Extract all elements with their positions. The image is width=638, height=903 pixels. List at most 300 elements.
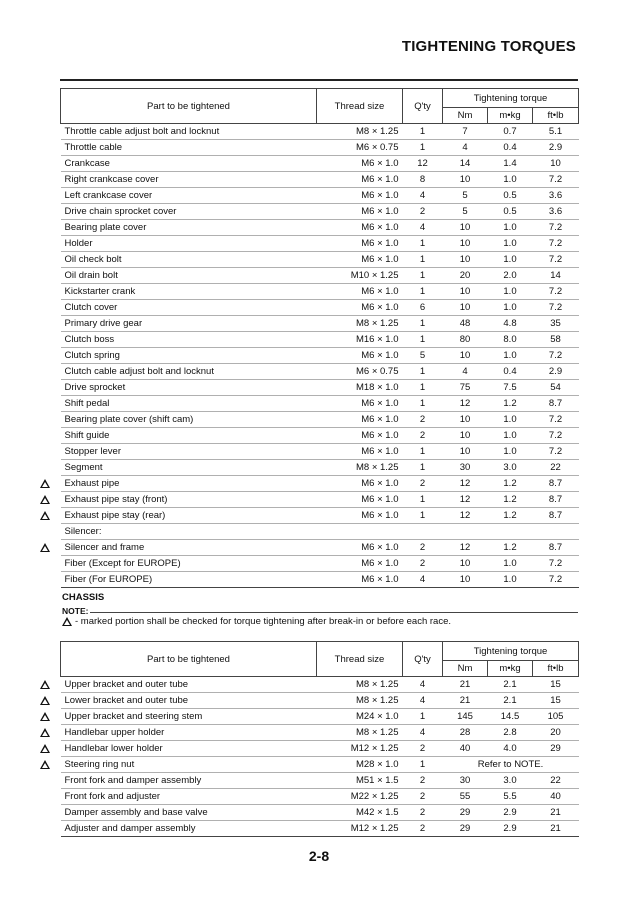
qty-cell: 2: [403, 741, 443, 757]
torque-nm-cell: 30: [443, 460, 488, 476]
part-name-cell: Drive sprocket: [61, 380, 317, 396]
torque-nm-cell: 12: [443, 476, 488, 492]
qty-cell: 2: [403, 476, 443, 492]
torque-mkg-cell: 1.0: [488, 412, 533, 428]
thread-size-cell: M6 × 1.0: [317, 412, 403, 428]
qty-cell: 1: [403, 508, 443, 524]
qty-cell: 1: [403, 396, 443, 412]
torque-mkg-cell: 1.0: [488, 172, 533, 188]
header-nm: Nm: [443, 108, 488, 124]
thread-size-cell: M6 × 0.75: [317, 140, 403, 156]
thread-size-cell: M8 × 1.25: [317, 460, 403, 476]
torque-ftlb-cell: 10: [533, 156, 579, 172]
qty-cell: 4: [403, 572, 443, 588]
table-row: [61, 476, 579, 492]
part-name-cell: Lower bracket and outer tube: [61, 693, 317, 709]
torque-mkg-cell: 1.0: [488, 220, 533, 236]
torque-ftlb-cell: 54: [533, 380, 579, 396]
part-name-cell: Left crankcase cover: [61, 188, 317, 204]
thread-size-cell: M6 × 1.0: [317, 204, 403, 220]
table-row: [61, 757, 579, 773]
page-title: TIGHTENING TORQUES: [401, 38, 576, 55]
thread-size-cell: M6 × 1.0: [317, 428, 403, 444]
thread-size-cell: M8 × 1.25: [317, 316, 403, 332]
torque-mkg-cell: 1.2: [488, 540, 533, 556]
qty-cell: 2: [403, 204, 443, 220]
torque-nm-cell: 145: [443, 709, 488, 725]
torque-nm-cell: 10: [443, 300, 488, 316]
part-name-cell: Right crankcase cover: [61, 172, 317, 188]
torque-nm-cell: 12: [443, 396, 488, 412]
thread-size-cell: M6 × 1.0: [317, 396, 403, 412]
table-row: [61, 709, 579, 725]
part-name-cell: Crankcase: [61, 156, 317, 172]
torque-nm-cell: 10: [443, 284, 488, 300]
header-thread-size: Thread size: [317, 642, 403, 677]
table-row: [61, 556, 579, 572]
torque-nm-cell: 21: [443, 677, 488, 693]
table-row: [61, 508, 579, 524]
note-label: NOTE:: [62, 606, 89, 616]
torque-ftlb-cell: [533, 524, 579, 540]
header-thread-size: Thread size: [317, 89, 403, 124]
torque-mkg-cell: 14.5: [488, 709, 533, 725]
qty-cell: 1: [403, 460, 443, 476]
torque-nm-cell: 48: [443, 316, 488, 332]
torque-ftlb-cell: 8.7: [533, 396, 579, 412]
table-row: [61, 220, 579, 236]
qty-cell: 1: [403, 492, 443, 508]
table-row: [61, 412, 579, 428]
thread-size-cell: M22 × 1.25: [317, 789, 403, 805]
part-name-cell: Throttle cable adjust bolt and locknut: [61, 124, 317, 140]
torque-ftlb-cell: 7.2: [533, 412, 579, 428]
header-mkg: m•kg: [488, 661, 533, 677]
qty-cell: 5: [403, 348, 443, 364]
part-name-cell: Holder: [61, 236, 317, 252]
torque-mkg-cell: 1.2: [488, 396, 533, 412]
part-name-cell: Silencer:: [61, 524, 317, 540]
table-row: [61, 380, 579, 396]
header-ftlb: ft•lb: [533, 661, 579, 677]
part-name-cell: Clutch boss: [61, 332, 317, 348]
torque-ftlb-cell: 3.6: [533, 188, 579, 204]
thread-size-cell: M8 × 1.25: [317, 677, 403, 693]
header-nm: Nm: [443, 661, 488, 677]
part-name-cell: Silencer and frame: [61, 540, 317, 556]
thread-size-cell: M6 × 1.0: [317, 284, 403, 300]
table-row: [61, 188, 579, 204]
header-qty: Q'ty: [403, 89, 443, 124]
warning-triangle-icon: [40, 712, 50, 721]
table-row: [61, 693, 579, 709]
torque-ftlb-cell: 8.7: [533, 508, 579, 524]
part-name-cell: Upper bracket and steering stem: [61, 709, 317, 725]
table-row: [61, 332, 579, 348]
thread-size-cell: M28 × 1.0: [317, 757, 403, 773]
qty-cell: 8: [403, 172, 443, 188]
table-row: [61, 156, 579, 172]
table-row: [61, 460, 579, 476]
torque-mkg-cell: 0.5: [488, 188, 533, 204]
part-name-cell: Primary drive gear: [61, 316, 317, 332]
part-name-cell: Adjuster and damper assembly: [61, 821, 317, 837]
qty-cell: 1: [403, 140, 443, 156]
torque-ftlb-cell: 7.2: [533, 572, 579, 588]
torque-nm-cell: 10: [443, 172, 488, 188]
torque-mkg-cell: 1.2: [488, 476, 533, 492]
torque-nm-cell: 80: [443, 332, 488, 348]
part-name-cell: Steering ring nut: [61, 757, 317, 773]
table-row: [61, 252, 579, 268]
thread-size-cell: M16 × 1.0: [317, 332, 403, 348]
qty-cell: 2: [403, 540, 443, 556]
torque-ftlb-cell: 15: [533, 693, 579, 709]
torque-ftlb-cell: 5.1: [533, 124, 579, 140]
part-name-cell: Segment: [61, 460, 317, 476]
thread-size-cell: M24 × 1.0: [317, 709, 403, 725]
warning-triangle-icon: [40, 511, 50, 520]
torque-nm-cell: 21: [443, 693, 488, 709]
qty-cell: [403, 524, 443, 540]
torque-nm-cell: 10: [443, 236, 488, 252]
torque-ftlb-cell: 7.2: [533, 252, 579, 268]
torque-mkg-cell: 4.8: [488, 316, 533, 332]
engine-torque-table: [60, 88, 579, 588]
torque-ftlb-cell: 7.2: [533, 444, 579, 460]
table-row: [61, 348, 579, 364]
torque-nm-cell: 20: [443, 268, 488, 284]
thread-size-cell: M12 × 1.25: [317, 741, 403, 757]
thread-size-cell: M6 × 1.0: [317, 236, 403, 252]
thread-size-cell: M18 × 1.0: [317, 380, 403, 396]
qty-cell: 4: [403, 693, 443, 709]
thread-size-cell: M6 × 1.0: [317, 556, 403, 572]
torque-ftlb-cell: 7.2: [533, 348, 579, 364]
thread-size-cell: M6 × 1.0: [317, 540, 403, 556]
table-row: [61, 124, 579, 140]
thread-size-cell: M6 × 1.0: [317, 172, 403, 188]
torque-nm-cell: 10: [443, 428, 488, 444]
part-name-cell: Fiber (For EUROPE): [61, 572, 317, 588]
torque-nm-cell: 4: [443, 364, 488, 380]
torque-nm-cell: 14: [443, 156, 488, 172]
thread-size-cell: M6 × 1.0: [317, 476, 403, 492]
thread-size-cell: M51 × 1.5: [317, 773, 403, 789]
torque-ftlb-cell: 7.2: [533, 172, 579, 188]
note-text: - marked portion shall be checked for torque tightening after break-in or before each race.: [75, 616, 451, 627]
part-name-cell: Exhaust pipe: [61, 476, 317, 492]
torque-nm-cell: 10: [443, 348, 488, 364]
torque-nm-cell: 5: [443, 204, 488, 220]
torque-mkg-cell: 2.9: [488, 821, 533, 837]
part-name-cell: Damper assembly and base valve: [61, 805, 317, 821]
thread-size-cell: M6 × 1.0: [317, 572, 403, 588]
header-tightening-torque: Tightening torque: [443, 642, 579, 661]
qty-cell: 12: [403, 156, 443, 172]
qty-cell: 1: [403, 124, 443, 140]
torque-mkg-cell: 0.5: [488, 204, 533, 220]
table-row: [61, 204, 579, 220]
qty-cell: 2: [403, 428, 443, 444]
qty-cell: 1: [403, 236, 443, 252]
part-name-cell: Clutch cable adjust bolt and locknut: [61, 364, 317, 380]
qty-cell: 1: [403, 284, 443, 300]
part-name-cell: Stopper lever: [61, 444, 317, 460]
part-name-cell: Throttle cable: [61, 140, 317, 156]
qty-cell: 4: [403, 725, 443, 741]
table-row: [61, 268, 579, 284]
table-row: [61, 396, 579, 412]
torque-mkg-cell: 0.4: [488, 140, 533, 156]
thread-size-cell: M6 × 1.0: [317, 188, 403, 204]
qty-cell: 1: [403, 252, 443, 268]
chassis-torque-table: [60, 641, 579, 837]
qty-cell: 4: [403, 677, 443, 693]
header-ftlb: ft•lb: [533, 108, 579, 124]
thread-size-cell: M8 × 1.25: [317, 725, 403, 741]
torque-ftlb-cell: 20: [533, 725, 579, 741]
torque-nm-cell: 55: [443, 789, 488, 805]
table-row: [61, 789, 579, 805]
table-row: [61, 316, 579, 332]
torque-ftlb-cell: 29: [533, 741, 579, 757]
torque-mkg-cell: 1.0: [488, 284, 533, 300]
torque-mkg-cell: 1.0: [488, 556, 533, 572]
torque-ftlb-cell: 35: [533, 316, 579, 332]
warning-triangle-icon: [40, 744, 50, 753]
torque-ftlb-cell: 7.2: [533, 284, 579, 300]
part-name-cell: Drive chain sprocket cover: [61, 204, 317, 220]
torque-ftlb-cell: 21: [533, 805, 579, 821]
warning-triangle-icon: [40, 543, 50, 552]
table-row: [61, 773, 579, 789]
torque-nm-cell: 29: [443, 805, 488, 821]
torque-mkg-cell: 5.5: [488, 789, 533, 805]
thread-size-cell: [317, 524, 403, 540]
torque-mkg-cell: 7.5: [488, 380, 533, 396]
torque-mkg-cell: 2.9: [488, 805, 533, 821]
torque-mkg-cell: 1.0: [488, 572, 533, 588]
qty-cell: 4: [403, 188, 443, 204]
torque-ftlb-cell: 2.9: [533, 364, 579, 380]
torque-nm-cell: 4: [443, 140, 488, 156]
part-name-cell: Oil check bolt: [61, 252, 317, 268]
table-row: [61, 821, 579, 837]
thread-size-cell: M6 × 1.0: [317, 444, 403, 460]
part-name-cell: Exhaust pipe stay (front): [61, 492, 317, 508]
torque-nm-cell: 10: [443, 444, 488, 460]
chassis-heading: CHASSIS: [62, 592, 105, 603]
torque-mkg-cell: 1.4: [488, 156, 533, 172]
part-name-cell: Clutch cover: [61, 300, 317, 316]
table-row: [61, 236, 579, 252]
torque-mkg-cell: 0.4: [488, 364, 533, 380]
torque-note-cell: Refer to NOTE.: [443, 757, 579, 773]
header-part: Part to be tightened: [61, 89, 317, 124]
note-rule: [90, 612, 578, 613]
qty-cell: 1: [403, 380, 443, 396]
table-row: [61, 572, 579, 588]
torque-mkg-cell: 3.0: [488, 460, 533, 476]
part-name-cell: Shift guide: [61, 428, 317, 444]
thread-size-cell: M8 × 1.25: [317, 693, 403, 709]
thread-size-cell: M42 × 1.5: [317, 805, 403, 821]
warning-triangle-icon: [40, 760, 50, 769]
qty-cell: 1: [403, 316, 443, 332]
thread-size-cell: M6 × 1.0: [317, 156, 403, 172]
page-number: 2-8: [308, 848, 330, 864]
thread-size-cell: M6 × 0.75: [317, 364, 403, 380]
warning-triangle-icon: [40, 680, 50, 689]
torque-mkg-cell: 1.2: [488, 508, 533, 524]
thread-size-cell: M6 × 1.0: [317, 508, 403, 524]
header-rule: [60, 79, 578, 81]
torque-nm-cell: 29: [443, 821, 488, 837]
torque-ftlb-cell: 22: [533, 460, 579, 476]
part-name-cell: Bearing plate cover (shift cam): [61, 412, 317, 428]
torque-ftlb-cell: 105: [533, 709, 579, 725]
thread-size-cell: M6 × 1.0: [317, 252, 403, 268]
header-tightening-torque: Tightening torque: [443, 89, 579, 108]
part-name-cell: Shift pedal: [61, 396, 317, 412]
part-name-cell: Front fork and adjuster: [61, 789, 317, 805]
part-name-cell: Handlebar lower holder: [61, 741, 317, 757]
warning-triangle-icon: [40, 728, 50, 737]
torque-ftlb-cell: 8.7: [533, 476, 579, 492]
torque-nm-cell: 40: [443, 741, 488, 757]
torque-mkg-cell: 3.0: [488, 773, 533, 789]
qty-cell: 2: [403, 773, 443, 789]
table-row: [61, 284, 579, 300]
part-name-cell: Clutch spring: [61, 348, 317, 364]
warning-triangle-icon: [40, 495, 50, 504]
torque-ftlb-cell: 15: [533, 677, 579, 693]
torque-mkg-cell: 2.1: [488, 693, 533, 709]
torque-nm-cell: 12: [443, 508, 488, 524]
header-part: Part to be tightened: [61, 642, 317, 677]
table-row: [61, 741, 579, 757]
torque-nm-cell: 75: [443, 380, 488, 396]
qty-cell: 2: [403, 556, 443, 572]
torque-nm-cell: 30: [443, 773, 488, 789]
qty-cell: 2: [403, 789, 443, 805]
torque-ftlb-cell: 22: [533, 773, 579, 789]
part-name-cell: Handlebar upper holder: [61, 725, 317, 741]
torque-nm-cell: 10: [443, 572, 488, 588]
torque-ftlb-cell: 7.2: [533, 220, 579, 236]
torque-ftlb-cell: 7.2: [533, 428, 579, 444]
part-name-cell: Bearing plate cover: [61, 220, 317, 236]
torque-mkg-cell: 2.0: [488, 268, 533, 284]
thread-size-cell: M8 × 1.25: [317, 124, 403, 140]
part-name-cell: Exhaust pipe stay (rear): [61, 508, 317, 524]
table-row: [61, 172, 579, 188]
torque-mkg-cell: 8.0: [488, 332, 533, 348]
torque-mkg-cell: 0.7: [488, 124, 533, 140]
qty-cell: 2: [403, 805, 443, 821]
torque-mkg-cell: 1.0: [488, 444, 533, 460]
torque-nm-cell: 10: [443, 220, 488, 236]
table-row: [61, 444, 579, 460]
torque-nm-cell: 12: [443, 492, 488, 508]
part-name-cell: Upper bracket and outer tube: [61, 677, 317, 693]
qty-cell: 2: [403, 821, 443, 837]
torque-mkg-cell: 4.0: [488, 741, 533, 757]
torque-ftlb-cell: 8.7: [533, 492, 579, 508]
torque-ftlb-cell: 14: [533, 268, 579, 284]
torque-ftlb-cell: 7.2: [533, 300, 579, 316]
torque-ftlb-cell: 7.2: [533, 556, 579, 572]
torque-mkg-cell: 1.0: [488, 236, 533, 252]
qty-cell: 6: [403, 300, 443, 316]
torque-nm-cell: 10: [443, 252, 488, 268]
torque-mkg-cell: 1.2: [488, 492, 533, 508]
torque-nm-cell: 7: [443, 124, 488, 140]
torque-mkg-cell: 1.0: [488, 428, 533, 444]
thread-size-cell: M10 × 1.25: [317, 268, 403, 284]
header-mkg: m•kg: [488, 108, 533, 124]
qty-cell: 1: [403, 268, 443, 284]
table-row: [61, 524, 579, 540]
torque-nm-cell: 10: [443, 412, 488, 428]
torque-ftlb-cell: 58: [533, 332, 579, 348]
table-row: [61, 725, 579, 741]
table-row: [61, 492, 579, 508]
warning-triangle-icon: [62, 617, 72, 626]
torque-mkg-cell: 2.8: [488, 725, 533, 741]
torque-ftlb-cell: 2.9: [533, 140, 579, 156]
qty-cell: 1: [403, 332, 443, 348]
thread-size-cell: M6 × 1.0: [317, 348, 403, 364]
table-row: [61, 540, 579, 556]
torque-ftlb-cell: 21: [533, 821, 579, 837]
torque-nm-cell: 12: [443, 540, 488, 556]
qty-cell: 4: [403, 220, 443, 236]
torque-ftlb-cell: 3.6: [533, 204, 579, 220]
qty-cell: 1: [403, 709, 443, 725]
torque-nm-cell: 10: [443, 556, 488, 572]
qty-cell: 1: [403, 444, 443, 460]
table-row: [61, 428, 579, 444]
torque-ftlb-cell: 7.2: [533, 236, 579, 252]
warning-triangle-icon: [40, 696, 50, 705]
torque-nm-cell: 28: [443, 725, 488, 741]
warning-triangle-icon: [40, 479, 50, 488]
torque-nm-cell: 5: [443, 188, 488, 204]
part-name-cell: Fiber (Except for EUROPE): [61, 556, 317, 572]
torque-mkg-cell: 2.1: [488, 677, 533, 693]
table-row: [61, 805, 579, 821]
qty-cell: 2: [403, 412, 443, 428]
thread-size-cell: M6 × 1.0: [317, 220, 403, 236]
thread-size-cell: M12 × 1.25: [317, 821, 403, 837]
part-name-cell: Oil drain bolt: [61, 268, 317, 284]
table-row: [61, 364, 579, 380]
header-qty: Q'ty: [403, 642, 443, 677]
part-name-cell: Front fork and damper assembly: [61, 773, 317, 789]
torque-mkg-cell: [488, 524, 533, 540]
torque-mkg-cell: 1.0: [488, 300, 533, 316]
torque-nm-cell: [443, 524, 488, 540]
table-row: [61, 140, 579, 156]
qty-cell: 1: [403, 757, 443, 773]
table-row: [61, 677, 579, 693]
table-row: [61, 300, 579, 316]
torque-mkg-cell: 1.0: [488, 348, 533, 364]
torque-mkg-cell: 1.0: [488, 252, 533, 268]
torque-ftlb-cell: 8.7: [533, 540, 579, 556]
